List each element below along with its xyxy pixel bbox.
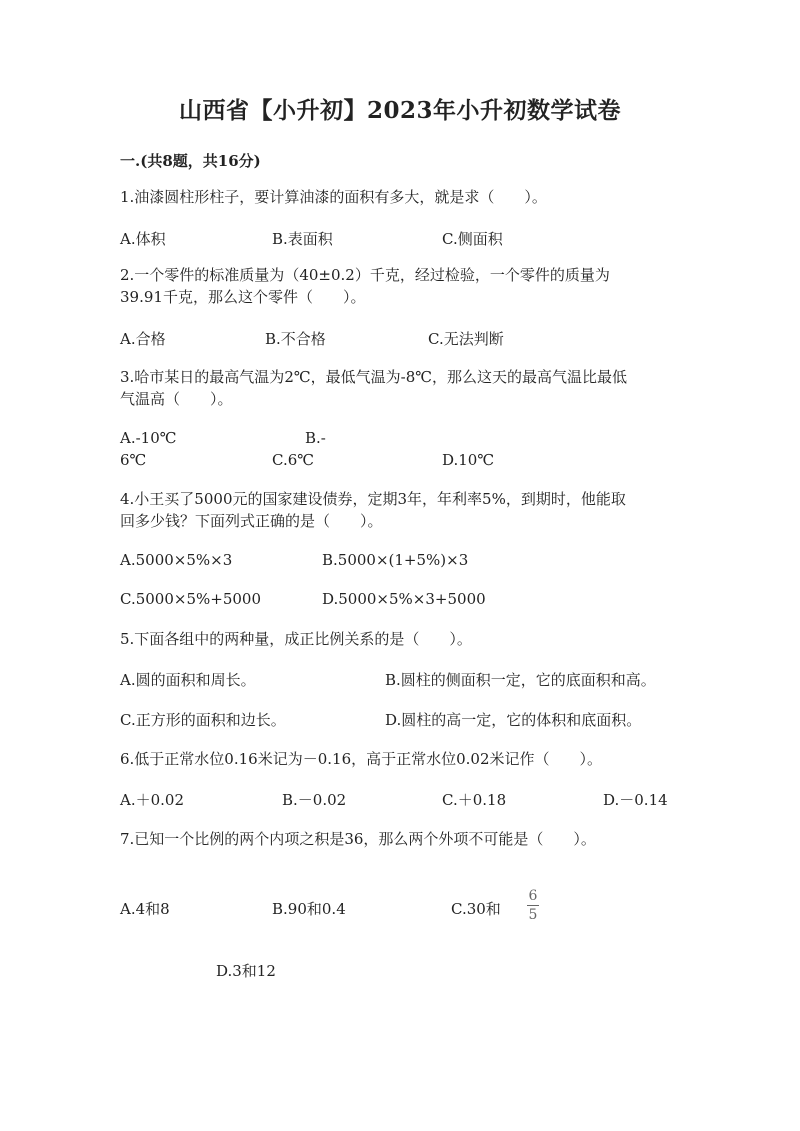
question-3-option-b: B.- bbox=[305, 429, 326, 447]
question-1-text: 1.油漆圆柱形柱子，要计算油漆的面积有多大，就是求（ ）。 bbox=[120, 188, 547, 206]
question-6-option-d: D.－0.14 bbox=[603, 791, 668, 809]
question-5-option-d: D.圆柱的高一定，它的体积和底面积。 bbox=[385, 711, 642, 729]
question-7-option-c-fraction bbox=[527, 888, 539, 923]
question-2-text-line-1: 2.一个零件的标准质量为（40±0.2）千克，经过检验，一个零件的质量为 bbox=[120, 266, 610, 284]
question-3-option-c: C.6℃ bbox=[272, 451, 315, 469]
question-4-option-b: B.5000×(1+5%)×3 bbox=[322, 551, 469, 569]
question-3-text-line-2: 气温高（ ）。 bbox=[120, 390, 233, 408]
question-4-option-d: D.5000×5%×3+5000 bbox=[322, 590, 486, 608]
question-3-text-line-1: 3.哈市某日的最高气温为2℃，最低气温为-8℃，那么这天的最高气温比最低 bbox=[120, 368, 628, 386]
question-2-option-b: B.不合格 bbox=[265, 330, 326, 348]
question-5-option-b: B.圆柱的侧面积一定，它的底面积和高。 bbox=[385, 671, 656, 689]
question-4-option-a: A.5000×5%×3 bbox=[120, 551, 233, 569]
question-4-option-c: C.5000×5%+5000 bbox=[120, 590, 261, 608]
question-3-option-d: D.10℃ bbox=[442, 451, 495, 469]
question-7-option-a: A.4和8 bbox=[120, 900, 170, 918]
question-5-option-a: A.圆的面积和周长。 bbox=[120, 671, 256, 689]
question-4-text-line-2: 回多少钱？下面列式正确的是（ ）。 bbox=[120, 512, 383, 530]
question-6-option-c: C.＋0.18 bbox=[442, 791, 507, 809]
fraction-numerator: 6 bbox=[528, 888, 538, 904]
question-7-option-d: D.3和12 bbox=[216, 962, 276, 980]
question-7-text: 7.已知一个比例的两个内项之积是36，那么两个外项不可能是（ ）。 bbox=[120, 830, 596, 848]
question-7-option-b: B.90和0.4 bbox=[272, 900, 346, 918]
page-title: 山西省【小升初】2023年小升初数学试卷 bbox=[178, 97, 621, 124]
section-heading: 一.(共8题，共16分) bbox=[120, 152, 261, 170]
fraction-bar bbox=[527, 905, 539, 906]
question-2-text-line-2: 39.91千克，那么这个零件（ ）。 bbox=[120, 288, 366, 306]
question-2-option-a: A.合格 bbox=[120, 330, 166, 348]
fraction-denominator: 5 bbox=[528, 907, 538, 923]
question-6-option-a: A.＋0.02 bbox=[120, 791, 184, 809]
question-1-option-c: C.侧面积 bbox=[442, 230, 503, 248]
question-7-option-c: C.30和 bbox=[451, 900, 501, 918]
question-6-option-b: B.－0.02 bbox=[282, 791, 347, 809]
question-1-option-b: B.表面积 bbox=[272, 230, 333, 248]
question-2-option-c: C.无法判断 bbox=[428, 330, 504, 348]
question-3-option-a: A.-10℃ bbox=[120, 429, 177, 447]
question-1-option-a: A.体积 bbox=[120, 230, 166, 248]
question-6-text: 6.低于正常水位0.16米记为－0.16，高于正常水位0.02米记作（ ）。 bbox=[120, 750, 603, 768]
question-3-option-b-wrap: 6℃ bbox=[120, 451, 147, 469]
question-4-text-line-1: 4.小王买了5000元的国家建设债券，定期3年，年利率5%，到期时，他能取 bbox=[120, 490, 626, 508]
question-5-option-c: C.正方形的面积和边长。 bbox=[120, 711, 286, 729]
question-5-text: 5.下面各组中的两种量，成正比例关系的是（ ）。 bbox=[120, 630, 472, 648]
